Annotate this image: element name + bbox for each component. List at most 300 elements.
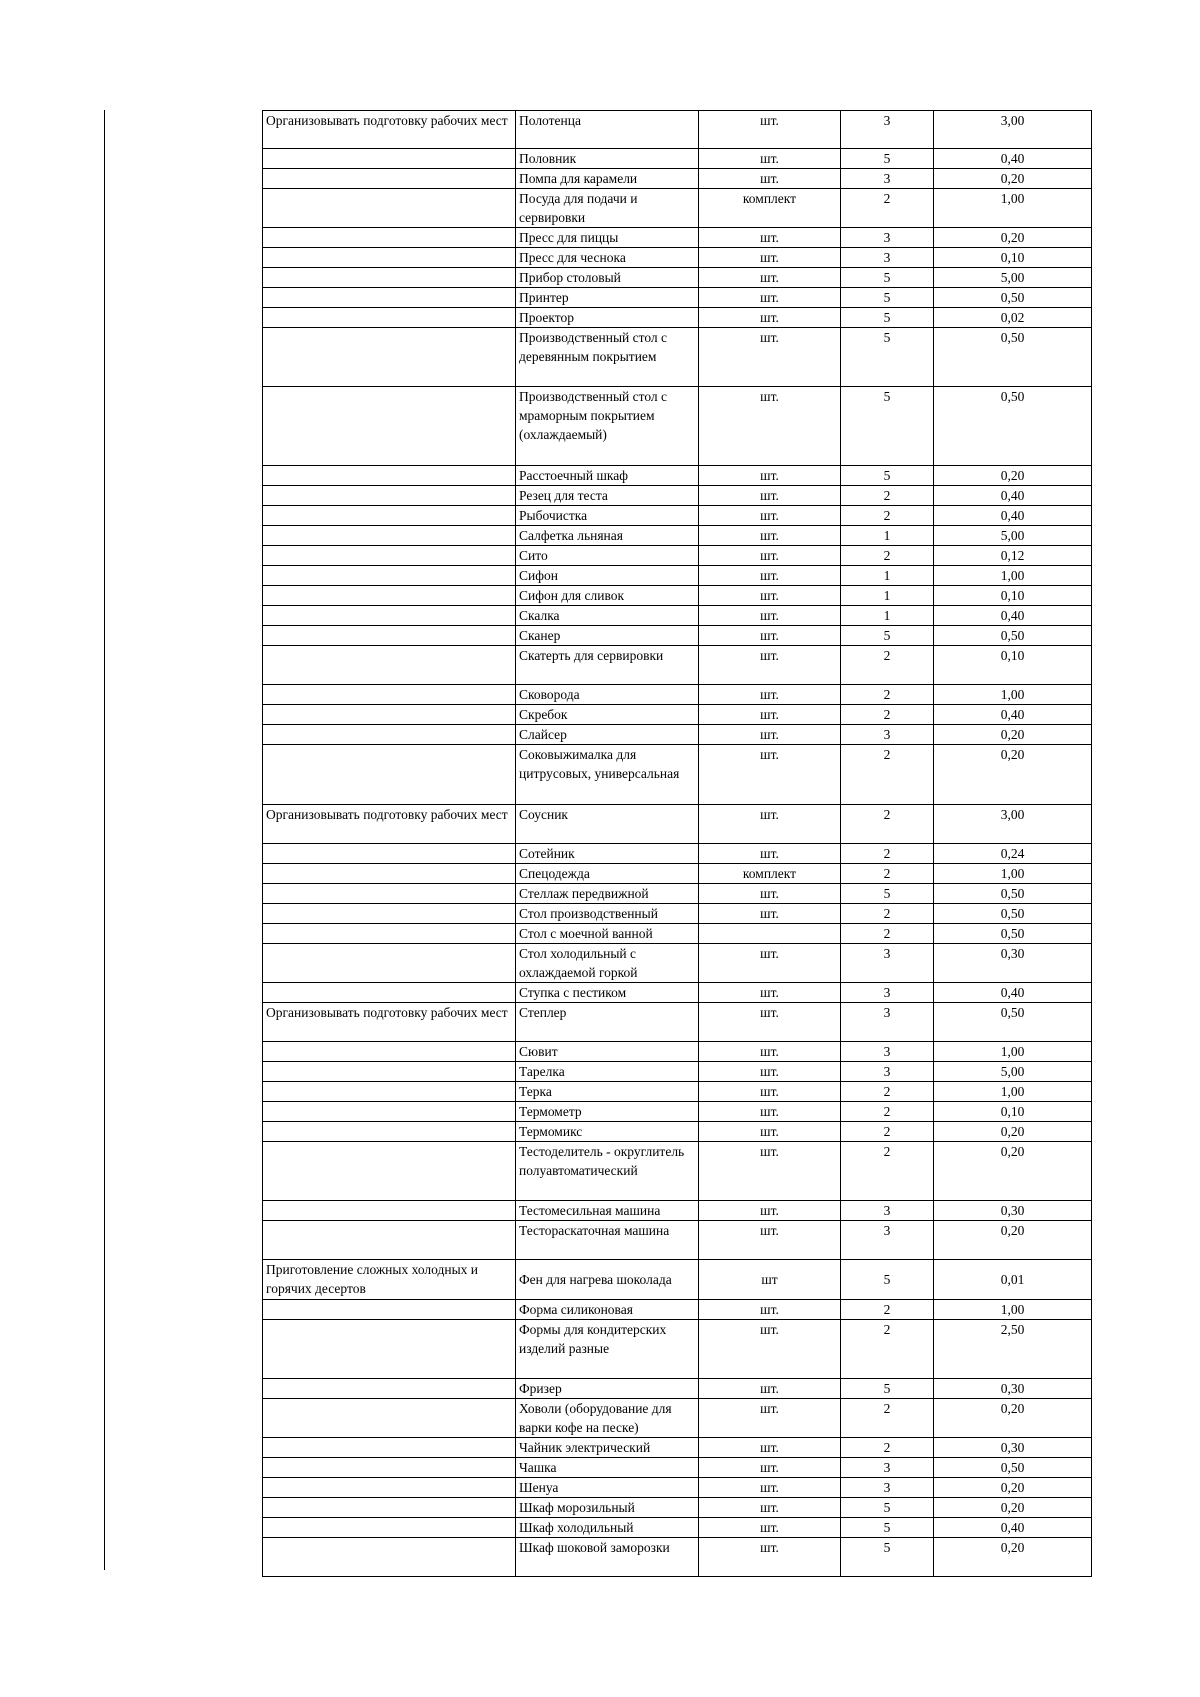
- item-name-cell: Соковыжималка для цитрусовых, универсальная: [516, 745, 699, 805]
- unit-cell: шт.: [699, 1379, 841, 1399]
- competency-cell: [263, 506, 516, 526]
- table-row: [263, 268, 1092, 288]
- item-name-cell: Производственный стол с деревянным покрытием: [516, 328, 699, 387]
- unit-cell: комплект: [699, 864, 841, 884]
- competency-cell: [263, 1538, 516, 1577]
- item-name-cell: Помпа для карамели: [516, 169, 699, 189]
- competency-cell: [263, 884, 516, 904]
- norm-cell: 2,50: [934, 1320, 1092, 1379]
- quantity-cell: 2: [841, 864, 934, 884]
- item-name-cell: Сювит: [516, 1042, 699, 1062]
- competency-cell: [263, 1122, 516, 1142]
- quantity-cell: 2: [841, 1438, 934, 1458]
- quantity-cell: 1: [841, 586, 934, 606]
- table-row: [263, 228, 1092, 248]
- norm-cell: 5,00: [934, 1062, 1092, 1082]
- item-name-cell: Стол с моечной ванной: [516, 924, 699, 944]
- item-name-cell: Сотейник: [516, 844, 699, 864]
- table-row: [263, 646, 1092, 685]
- unit-cell: шт.: [699, 983, 841, 1003]
- table-row: [263, 745, 1092, 805]
- item-name-cell: Соусник: [516, 805, 699, 844]
- item-name-cell: Фен для нагрева шоколада: [516, 1260, 699, 1300]
- competency-cell: [263, 169, 516, 189]
- item-name-cell: Терка: [516, 1082, 699, 1102]
- item-name-cell: Чайник электрический: [516, 1438, 699, 1458]
- quantity-cell: 5: [841, 288, 934, 308]
- norm-cell: 0,10: [934, 646, 1092, 685]
- quantity-cell: 2: [841, 546, 934, 566]
- quantity-cell: 2: [841, 685, 934, 705]
- competency-cell: [263, 149, 516, 169]
- unit-cell: шт.: [699, 169, 841, 189]
- competency-cell: [263, 904, 516, 924]
- table-row: [263, 1498, 1092, 1518]
- table-row: [263, 1003, 1092, 1042]
- table-row: [263, 328, 1092, 387]
- table-row: [263, 1320, 1092, 1379]
- quantity-cell: 5: [841, 884, 934, 904]
- quantity-cell: 2: [841, 1082, 934, 1102]
- quantity-cell: 2: [841, 1399, 934, 1438]
- table-row: [263, 387, 1092, 466]
- competency-cell: [263, 646, 516, 685]
- competency-cell: [263, 268, 516, 288]
- quantity-cell: 3: [841, 983, 934, 1003]
- table-row: [263, 1458, 1092, 1478]
- competency-cell: [263, 1142, 516, 1201]
- unit-cell: шт.: [699, 944, 841, 983]
- unit-cell: шт.: [699, 1221, 841, 1260]
- table-row: [263, 1142, 1092, 1201]
- table-row: [263, 288, 1092, 308]
- table-row: [263, 1438, 1092, 1458]
- unit-cell: шт.: [699, 844, 841, 864]
- unit-cell: шт.: [699, 1478, 841, 1498]
- item-name-cell: Термометр: [516, 1102, 699, 1122]
- quantity-cell: 2: [841, 1300, 934, 1320]
- quantity-cell: 5: [841, 1538, 934, 1577]
- table-row: [263, 149, 1092, 169]
- competency-cell: [263, 1458, 516, 1478]
- item-name-cell: Шкаф шоковой заморозки: [516, 1538, 699, 1577]
- competency-cell: [263, 248, 516, 268]
- norm-cell: 0,40: [934, 486, 1092, 506]
- table-row: [263, 586, 1092, 606]
- unit-cell: шт.: [699, 1201, 841, 1221]
- table-row: [263, 1300, 1092, 1320]
- item-name-cell: Тестоделитель - округлитель полуавтоматический: [516, 1142, 699, 1201]
- equipment-table: [262, 110, 1092, 1577]
- item-name-cell: Сифон: [516, 566, 699, 586]
- norm-cell: 0,50: [934, 1003, 1092, 1042]
- norm-cell: 0,20: [934, 1122, 1092, 1142]
- quantity-cell: 2: [841, 506, 934, 526]
- quantity-cell: 3: [841, 944, 934, 983]
- unit-cell: шт.: [699, 1518, 841, 1538]
- competency-cell: [263, 586, 516, 606]
- unit-cell: шт.: [699, 288, 841, 308]
- unit-cell: шт: [699, 1260, 841, 1300]
- table-row: [263, 685, 1092, 705]
- table-row: [263, 111, 1092, 149]
- competency-cell: [263, 328, 516, 387]
- competency-cell: [263, 606, 516, 626]
- table-row: [263, 169, 1092, 189]
- competency-cell: [263, 1498, 516, 1518]
- norm-cell: 1,00: [934, 189, 1092, 228]
- norm-cell: 0,20: [934, 169, 1092, 189]
- competency-cell: [263, 626, 516, 646]
- item-name-cell: Тарелка: [516, 1062, 699, 1082]
- unit-cell: шт.: [699, 466, 841, 486]
- item-name-cell: Полотенца: [516, 111, 699, 149]
- norm-cell: 0,50: [934, 924, 1092, 944]
- table-row: [263, 1102, 1092, 1122]
- quantity-cell: 3: [841, 169, 934, 189]
- unit-cell: шт.: [699, 308, 841, 328]
- competency-cell: [263, 1379, 516, 1399]
- competency-cell: [263, 924, 516, 944]
- quantity-cell: 2: [841, 189, 934, 228]
- unit-cell: шт.: [699, 268, 841, 288]
- item-name-cell: Сито: [516, 546, 699, 566]
- item-name-cell: Прибор столовый: [516, 268, 699, 288]
- table-row: [263, 1399, 1092, 1438]
- norm-cell: 0,20: [934, 1498, 1092, 1518]
- norm-cell: 0,20: [934, 1142, 1092, 1201]
- item-name-cell: Скатерть для сервировки: [516, 646, 699, 685]
- norm-cell: 5,00: [934, 526, 1092, 546]
- unit-cell: шт.: [699, 486, 841, 506]
- unit-cell: шт.: [699, 566, 841, 586]
- unit-cell: шт.: [699, 1320, 841, 1379]
- unit-cell: шт.: [699, 1003, 841, 1042]
- table-row: [263, 1379, 1092, 1399]
- norm-cell: 0,50: [934, 288, 1092, 308]
- quantity-cell: 5: [841, 1518, 934, 1538]
- unit-cell: шт.: [699, 685, 841, 705]
- norm-cell: 0,20: [934, 1221, 1092, 1260]
- norm-cell: 0,20: [934, 1478, 1092, 1498]
- competency-cell: [263, 1062, 516, 1082]
- competency-cell: [263, 387, 516, 466]
- competency-cell: Организовывать подготовку рабочих мест: [263, 111, 516, 149]
- unit-cell: шт.: [699, 1042, 841, 1062]
- norm-cell: 0,40: [934, 606, 1092, 626]
- table-row: [263, 705, 1092, 725]
- item-name-cell: Сковорода: [516, 685, 699, 705]
- competency-cell: [263, 566, 516, 586]
- competency-cell: [263, 944, 516, 983]
- unit-cell: шт.: [699, 1122, 841, 1142]
- norm-cell: 1,00: [934, 1300, 1092, 1320]
- unit-cell: шт.: [699, 328, 841, 387]
- quantity-cell: 5: [841, 308, 934, 328]
- norm-cell: 0,20: [934, 466, 1092, 486]
- quantity-cell: 3: [841, 1062, 934, 1082]
- item-name-cell: Шенуа: [516, 1478, 699, 1498]
- norm-cell: 5,00: [934, 268, 1092, 288]
- unit-cell: шт.: [699, 606, 841, 626]
- quantity-cell: 2: [841, 1102, 934, 1122]
- table-row: [263, 924, 1092, 944]
- table-row: [263, 725, 1092, 745]
- unit-cell: шт.: [699, 1142, 841, 1201]
- item-name-cell: Стол холодильный с охлаждаемой горкой: [516, 944, 699, 983]
- norm-cell: 0,50: [934, 884, 1092, 904]
- quantity-cell: 3: [841, 1042, 934, 1062]
- quantity-cell: 2: [841, 924, 934, 944]
- table-row: [263, 983, 1092, 1003]
- item-name-cell: Форма силиконовая: [516, 1300, 699, 1320]
- competency-cell: [263, 546, 516, 566]
- norm-cell: 0,40: [934, 983, 1092, 1003]
- table-row: [263, 566, 1092, 586]
- item-name-cell: Термомикс: [516, 1122, 699, 1142]
- competency-cell: [263, 1399, 516, 1438]
- table-row: [263, 1260, 1092, 1300]
- table-row: [263, 248, 1092, 268]
- equipment-table-body: [263, 111, 1092, 1577]
- competency-cell: [263, 486, 516, 506]
- item-name-cell: Скребок: [516, 705, 699, 725]
- unit-cell: шт.: [699, 1300, 841, 1320]
- quantity-cell: 1: [841, 526, 934, 546]
- norm-cell: 0,40: [934, 1518, 1092, 1538]
- item-name-cell: Принтер: [516, 288, 699, 308]
- unit-cell: шт.: [699, 586, 841, 606]
- quantity-cell: 5: [841, 328, 934, 387]
- norm-cell: 0,20: [934, 725, 1092, 745]
- unit-cell: шт.: [699, 1498, 841, 1518]
- unit-cell: шт.: [699, 526, 841, 546]
- quantity-cell: 2: [841, 705, 934, 725]
- competency-cell: [263, 1221, 516, 1260]
- item-name-cell: Производственный стол с мраморным покрытием (охлаждаемый): [516, 387, 699, 466]
- norm-cell: 0,50: [934, 387, 1092, 466]
- quantity-cell: 5: [841, 268, 934, 288]
- item-name-cell: Расстоечный шкаф: [516, 466, 699, 486]
- quantity-cell: 3: [841, 1221, 934, 1260]
- norm-cell: 0,30: [934, 1201, 1092, 1221]
- competency-cell: [263, 466, 516, 486]
- norm-cell: 0,40: [934, 705, 1092, 725]
- norm-cell: 3,00: [934, 805, 1092, 844]
- table-row: [263, 1082, 1092, 1102]
- norm-cell: 0,10: [934, 586, 1092, 606]
- quantity-cell: 5: [841, 1260, 934, 1300]
- competency-cell: [263, 1300, 516, 1320]
- unit-cell: шт.: [699, 149, 841, 169]
- quantity-cell: 2: [841, 1122, 934, 1142]
- norm-cell: 0,20: [934, 745, 1092, 805]
- unit-cell: шт.: [699, 1062, 841, 1082]
- unit-cell: шт.: [699, 904, 841, 924]
- norm-cell: 0,10: [934, 1102, 1092, 1122]
- item-name-cell: Скалка: [516, 606, 699, 626]
- unit-cell: шт.: [699, 705, 841, 725]
- quantity-cell: 3: [841, 111, 934, 149]
- norm-cell: 0,20: [934, 1538, 1092, 1577]
- competency-cell: [263, 1438, 516, 1458]
- quantity-cell: 2: [841, 844, 934, 864]
- norm-cell: 1,00: [934, 1042, 1092, 1062]
- norm-cell: 0,40: [934, 506, 1092, 526]
- norm-cell: 1,00: [934, 864, 1092, 884]
- item-name-cell: Стол производственный: [516, 904, 699, 924]
- item-name-cell: Степлер: [516, 1003, 699, 1042]
- norm-cell: 0,40: [934, 149, 1092, 169]
- norm-cell: 1,00: [934, 1082, 1092, 1102]
- competency-cell: [263, 745, 516, 805]
- norm-cell: 0,01: [934, 1260, 1092, 1300]
- quantity-cell: 3: [841, 248, 934, 268]
- table-row: [263, 526, 1092, 546]
- quantity-cell: 5: [841, 1498, 934, 1518]
- table-row: [263, 1201, 1092, 1221]
- quantity-cell: 3: [841, 1478, 934, 1498]
- table-row: [263, 904, 1092, 924]
- table-row: [263, 466, 1092, 486]
- table-row: [263, 864, 1092, 884]
- table-row: [263, 1518, 1092, 1538]
- unit-cell: комплект: [699, 189, 841, 228]
- quantity-cell: 3: [841, 1003, 934, 1042]
- item-name-cell: Ступка с пестиком: [516, 983, 699, 1003]
- quantity-cell: 2: [841, 805, 934, 844]
- competency-cell: [263, 189, 516, 228]
- item-name-cell: Рыбочистка: [516, 506, 699, 526]
- competency-cell: [263, 526, 516, 546]
- norm-cell: 0,10: [934, 248, 1092, 268]
- norm-cell: 0,50: [934, 904, 1092, 924]
- norm-cell: 1,00: [934, 566, 1092, 586]
- norm-cell: 0,02: [934, 308, 1092, 328]
- norm-cell: 0,30: [934, 1438, 1092, 1458]
- norm-cell: 3,00: [934, 111, 1092, 149]
- table-row: [263, 844, 1092, 864]
- norm-cell: 0,50: [934, 328, 1092, 387]
- unit-cell: шт.: [699, 248, 841, 268]
- table-row: [263, 546, 1092, 566]
- table-row: [263, 189, 1092, 228]
- competency-cell: [263, 1201, 516, 1221]
- item-name-cell: Ховоли (оборудование для варки кофе на песке): [516, 1399, 699, 1438]
- norm-cell: 0,12: [934, 546, 1092, 566]
- table-row: [263, 1538, 1092, 1577]
- quantity-cell: 3: [841, 228, 934, 248]
- item-name-cell: Посуда для подачи и сервировки: [516, 189, 699, 228]
- competency-cell: [263, 1478, 516, 1498]
- unit-cell: шт.: [699, 1399, 841, 1438]
- unit-cell: шт.: [699, 506, 841, 526]
- norm-cell: 0,50: [934, 626, 1092, 646]
- competency-cell: Организовывать подготовку рабочих мест: [263, 1003, 516, 1042]
- unit-cell: шт.: [699, 111, 841, 149]
- table-row: [263, 1478, 1092, 1498]
- competency-cell: [263, 1102, 516, 1122]
- unit-cell: шт.: [699, 1438, 841, 1458]
- norm-cell: 0,50: [934, 1458, 1092, 1478]
- item-name-cell: Тестораскаточная машина: [516, 1221, 699, 1260]
- competency-cell: [263, 725, 516, 745]
- norm-cell: 0,30: [934, 1379, 1092, 1399]
- competency-cell: [263, 1042, 516, 1062]
- quantity-cell: 5: [841, 1379, 934, 1399]
- item-name-cell: Резец для теста: [516, 486, 699, 506]
- quantity-cell: 5: [841, 626, 934, 646]
- competency-cell: [263, 705, 516, 725]
- item-name-cell: Спецодежда: [516, 864, 699, 884]
- table-row: [263, 805, 1092, 844]
- quantity-cell: 5: [841, 387, 934, 466]
- competency-cell: [263, 1082, 516, 1102]
- competency-cell: [263, 844, 516, 864]
- quantity-cell: 2: [841, 904, 934, 924]
- quantity-cell: 1: [841, 606, 934, 626]
- quantity-cell: 2: [841, 646, 934, 685]
- table-row: [263, 308, 1092, 328]
- table-row: [263, 506, 1092, 526]
- competency-cell: [263, 308, 516, 328]
- quantity-cell: 1: [841, 566, 934, 586]
- quantity-cell: 2: [841, 1320, 934, 1379]
- quantity-cell: 3: [841, 725, 934, 745]
- unit-cell: шт.: [699, 805, 841, 844]
- quantity-cell: 5: [841, 149, 934, 169]
- norm-cell: 1,00: [934, 685, 1092, 705]
- item-name-cell: Чашка: [516, 1458, 699, 1478]
- unit-cell: шт.: [699, 884, 841, 904]
- unit-cell: шт.: [699, 228, 841, 248]
- competency-cell: Приготовление сложных холодных и горячих десертов: [263, 1260, 516, 1300]
- table-row: [263, 626, 1092, 646]
- quantity-cell: 3: [841, 1201, 934, 1221]
- table-row: [263, 606, 1092, 626]
- item-name-cell: Фризер: [516, 1379, 699, 1399]
- table-row: [263, 944, 1092, 983]
- table-row: [263, 1221, 1092, 1260]
- item-name-cell: Шкаф морозильный: [516, 1498, 699, 1518]
- table-row: [263, 884, 1092, 904]
- quantity-cell: 2: [841, 745, 934, 805]
- quantity-cell: 2: [841, 1142, 934, 1201]
- competency-cell: [263, 1518, 516, 1538]
- competency-cell: [263, 288, 516, 308]
- norm-cell: 0,30: [934, 944, 1092, 983]
- item-name-cell: Пресс для пиццы: [516, 228, 699, 248]
- unit-cell: шт.: [699, 1538, 841, 1577]
- item-name-cell: Тестомесильная машина: [516, 1201, 699, 1221]
- table-row: [263, 1122, 1092, 1142]
- unit-cell: шт.: [699, 646, 841, 685]
- item-name-cell: Пресс для чеснока: [516, 248, 699, 268]
- table-row: [263, 1062, 1092, 1082]
- competency-cell: [263, 228, 516, 248]
- unit-cell: шт.: [699, 626, 841, 646]
- quantity-cell: 5: [841, 466, 934, 486]
- norm-cell: 0,24: [934, 844, 1092, 864]
- unit-cell: шт.: [699, 387, 841, 466]
- table-row: [263, 1042, 1092, 1062]
- unit-cell: шт.: [699, 546, 841, 566]
- item-name-cell: Сифон для сливок: [516, 586, 699, 606]
- unit-cell: шт.: [699, 745, 841, 805]
- item-name-cell: Шкаф холодильный: [516, 1518, 699, 1538]
- item-name-cell: Сканер: [516, 626, 699, 646]
- unit-cell: шт.: [699, 1082, 841, 1102]
